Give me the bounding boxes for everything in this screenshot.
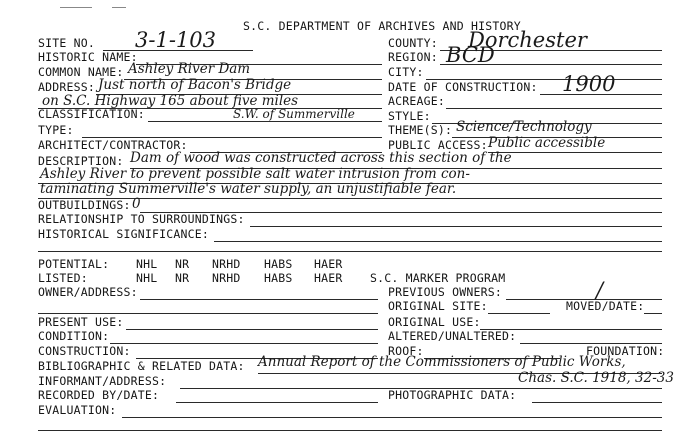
region-label: REGION: <box>388 50 438 64</box>
description-label: DESCRIPTION: <box>38 154 124 168</box>
historic-name-label: HISTORIC NAME: <box>38 50 138 64</box>
scan-mark <box>60 7 92 8</box>
potential-nhl: NHL <box>136 257 158 271</box>
owner-address-line-2 <box>38 313 378 314</box>
altered-label: ALTERED/UNALTERED: <box>388 329 517 343</box>
previous-owners-value: / <box>596 278 604 302</box>
photographic-line <box>532 402 662 403</box>
description-value-2: Ashley River to prevent possible salt water intrusion from con- <box>40 166 470 182</box>
style-label: STYLE: <box>388 109 431 123</box>
date-of-construction-value: 1900 <box>562 72 616 96</box>
address-value-3: S.W. of Summerville <box>233 107 355 121</box>
historical-significance-label: HISTORICAL SIGNIFICANCE: <box>38 227 209 241</box>
evaluation-label: EVALUATION: <box>38 403 117 417</box>
public-access-line <box>488 152 662 153</box>
evaluation-line <box>122 417 662 418</box>
present-use-label: PRESENT USE: <box>38 315 124 329</box>
present-use-line <box>126 329 378 330</box>
bibliographic-label: BIBLIOGRAPHIC & RELATED DATA: <box>38 359 245 373</box>
roof-label: ROOF: <box>388 344 424 358</box>
listed-nrhd: NRHD <box>212 271 241 285</box>
description-value-3: taminating Summerville's water supply, an unjustifiable fear. <box>40 181 457 197</box>
city-label: CITY: <box>388 65 424 79</box>
architect-label: ARCHITECT/CONTRACTOR: <box>38 138 188 152</box>
address-value-1: Just north of Bacon's Bridge <box>98 77 292 93</box>
themes-value: Science/Technology <box>456 119 592 135</box>
bibliographic-value-2: Chas. S.C. 1918, 32-33 <box>518 370 674 386</box>
marker-program-label: S.C. MARKER PROGRAM <box>370 271 506 285</box>
condition-label: CONDITION: <box>38 329 110 343</box>
moved-date-label: MOVED/DATE: <box>566 299 645 313</box>
moved-date-line <box>644 313 662 314</box>
owner-address-label: OWNER/ADDRESS: <box>38 285 138 299</box>
relationship-line <box>250 226 662 227</box>
condition-line <box>110 343 378 344</box>
outbuildings-value: 0 <box>132 196 141 212</box>
recorded-by-label: RECORDED BY/DATE: <box>38 388 160 402</box>
description-value-1: Dam of wood was constructed across this section of the <box>130 150 512 166</box>
outbuildings-label: OUTBUILDINGS: <box>38 198 131 212</box>
common-name-label: COMMON NAME: <box>38 65 124 79</box>
bibliographic-value-1: Annual Report of the Commissioners of Public Works, <box>258 354 626 370</box>
county-value: Dorchester <box>468 28 587 52</box>
scan-mark <box>112 7 126 8</box>
blank-line <box>38 251 662 252</box>
listed-nr: NR <box>175 271 190 285</box>
themes-label: THEME(S): <box>388 123 453 137</box>
listed-habs: HABS <box>264 271 293 285</box>
listed-label: LISTED: <box>38 271 88 285</box>
potential-label: POTENTIAL: <box>38 257 110 271</box>
site-no-value: 3-1-103 <box>135 28 216 52</box>
potential-nrhd: NRHD <box>212 257 241 271</box>
photographic-label: PHOTOGRAPHIC DATA: <box>388 388 517 402</box>
common-name-value: Ashley River Dam <box>128 61 251 77</box>
potential-habs: HABS <box>264 257 293 271</box>
foundation-label: FOUNDATION: <box>586 344 665 358</box>
department-header: S.C. DEPARTMENT OF ARCHIVES AND HISTORY <box>243 19 521 33</box>
original-site-label: ORIGINAL SITE: <box>388 299 488 313</box>
relationship-label: RELATIONSHIP TO SURROUNDINGS: <box>38 212 245 226</box>
acreage-line <box>446 108 662 109</box>
potential-nr: NR <box>175 257 190 271</box>
classification-label: CLASSIFICATION: <box>38 107 145 121</box>
site-no-label: SITE NO. <box>38 36 95 50</box>
date-of-construction-label: DATE OF CONSTRUCTION: <box>388 80 538 94</box>
address-value-2: on S.C. Highway 165 about five miles <box>42 93 299 109</box>
listed-nhl: NHL <box>136 271 158 285</box>
evaluation-line-2 <box>38 430 662 431</box>
construction-label: CONSTRUCTION: <box>38 344 131 358</box>
original-use-label: ORIGINAL USE: <box>388 315 481 329</box>
recorded-by-line <box>176 402 378 403</box>
public-access-value: Public accessible <box>488 135 606 151</box>
acreage-label: ACREAGE: <box>388 94 445 108</box>
previous-owners-label: PREVIOUS OWNERS: <box>388 285 502 299</box>
original-site-line <box>488 313 550 314</box>
address-label: ADDRESS: <box>38 80 95 94</box>
public-access-label: PUBLIC ACCESS: <box>388 138 488 152</box>
historical-significance-line <box>214 241 662 242</box>
type-label: TYPE: <box>38 123 74 137</box>
informant-label: INFORMANT/ADDRESS: <box>38 374 167 388</box>
potential-haer: HAER <box>314 257 343 271</box>
owner-address-line <box>140 299 378 300</box>
region-value: BCD <box>446 43 495 67</box>
county-label: COUNTY: <box>388 36 438 50</box>
listed-haer: HAER <box>314 271 343 285</box>
